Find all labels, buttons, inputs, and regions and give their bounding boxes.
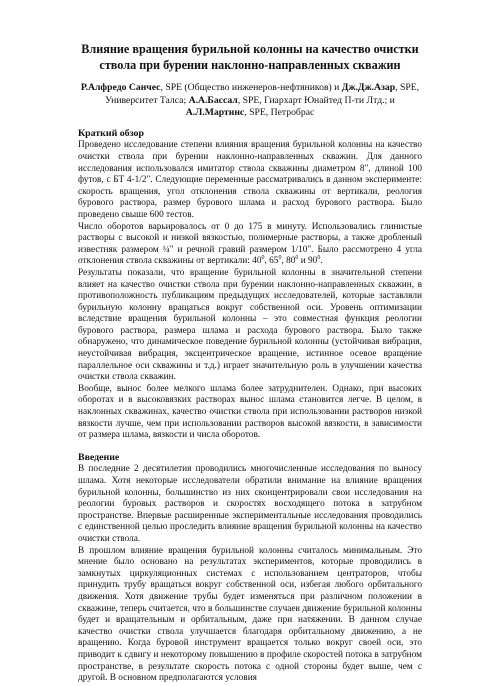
paper-page (78, 42, 422, 685)
author-name: А.Л.Мартинс (185, 107, 245, 119)
degree-mark: 0 (261, 255, 265, 262)
degree-mark: 0 (317, 255, 321, 262)
degree-mark: 0 (295, 255, 299, 262)
author-affiliation: , SPE, Петробрас (244, 107, 315, 119)
abstract-paragraph: Вообще, вынос более мелкого шлама более затруднителен. Однако, при высоких оборотах и в высоковязких растворах вынос шлама становится легче. В целом, в наклонных скважинах, качество очистки ствола при использовании растворов низкой вязкости лучше, чем при использовании растворов высокой вязкости, в зависимости от размера шлама, вязкости и числа оборотов. (78, 383, 422, 441)
author-affiliation: , SPE, Гиархарт Юнайтед П-ти Лтд.; и (237, 94, 395, 106)
author-list (78, 82, 422, 120)
angle-value: 65 (269, 256, 279, 267)
paragraph-text: Число оборотов варьировалось от 0 до 175 в минуту. Использовались глинистые растворы с высокой и низкой вязкостью, полимерные растворы, а также дробленый известняк размером ¼" и речной гравий размером 1/10". Было рассмотрено 4 угла отклонения ствола скважины от вертикали: 40 (78, 221, 422, 267)
abstract-paragraph: Число оборотов варьировалось от 0 до 175 в минуту. Использовались глинистые растворы с высокой и низкой вязкостью, полимерные растворы, а также дробленый известняк размером ¼" и речной гравий размером 1/10". Было рассмотрено 4 угла отклонения ствола скважины от вертикали: $40^0$, $65^0$, $80^0$ и $90^0$. (78, 221, 422, 267)
author-name: Р.Алфредо Санчес (80, 82, 161, 93)
abstract-heading: Краткий обзор (78, 127, 144, 139)
author-name: А.А.Бассал (188, 94, 238, 106)
paper-title: Влияние вращения бурильной колонны на качество очистки ствола при бурении наклонно-направленных скважин (81, 42, 419, 72)
intro-paragraph: В прошлом влияние вращения бурильной колонны считалось минимальным. Это мнение было основано на результатах экспериментов, которые проводились в замкнутых циркуляционных системах с использованием центраторов, чтобы принудить трубу вращаться вокруг собственной оси, избегая любого орбитального движения. Хотя движение трубы будет изменяться при различном положении в скважине, теперь считается, что в большинстве случаев движение бурильной колонны будет и вращательным и орбитальным, даже при натяжении. В данном случае качество очистки ствола улучшается благодаря орбитальному движению, а не вращению. Когда буровой инструмент вращается только вокруг своей оси, это приводит к сдвигу и некоторому повышению в профиле скоростей потока в затрубном пространстве, в результате скорость потока с одной стороны будет выше, чем с другой. В основном предполагаются условия (78, 545, 422, 684)
author-name: Дж.Дж.Азар (341, 82, 396, 93)
angle-value: 90 (308, 256, 318, 267)
author-affiliation: , SPE, Университет Талса; (105, 82, 420, 106)
intro-heading: Введение (78, 451, 120, 463)
angle-value: 80 (286, 256, 296, 267)
intro-paragraph: В последние 2 десятилетия проводились многочисленные исследования по выносу шлама. Хотя некоторые исследователи обратили внимание на влияние вращения бурильной колонны, большинство из них сконцентрировали свои исследования на реологии буровых растворов и скоростях восходящего потока в затрубном пространстве. Впервые расширенные экспериментальные исследования проводились с единственной целью проследить влияние вращения бурильной колонны на качество очистки ствола. (78, 464, 422, 544)
abstract-paragraph: Проведено исследование степени влияния вращения бурильной колонны на качество очистки ствола при бурении наклонно-направленных скважин. Для данного исследования использовался имитатор ствола скважины диаметром 8", длиной 100 футов, с БТ 4-1/2". Следующие переменные рассматривались в данном эксперименте: скорость вращения, угол отклонения ствола скважины от вертикали, реология бурового раствора, размер бурового шлама и расход бурового раствора. Было проведено свыше 600 тестов. (78, 140, 422, 220)
author-affiliation: , SPE (Общество инженеров-нефтяников) и (160, 82, 342, 93)
degree-mark: 0 (278, 255, 282, 262)
abstract-paragraph: Результаты показали, что вращение бурильной колонны в значительной степени влияет на качество очистки ствола при бурении наклонно-направленных скважин, в противоположность публикациям предыдущих исследователей, которые заставляли бурильную колонну вращаться вокруг собственной оси. Уровень оптимизации вследствие вращения бурильной колонны – это совместная функция реологии бурового раствора, размера шлама и расхода бурового раствора. Было также обнаружено, что динамическое поведение бурильной колонны (устойчивая вибрация, неустойчивая вибрация, эксцентрическое вращение, истинное осевое вращение параллельное оси скважины и т.д.) играет значительную роль в улучшении качества очистки ствола скважин. (78, 267, 422, 383)
